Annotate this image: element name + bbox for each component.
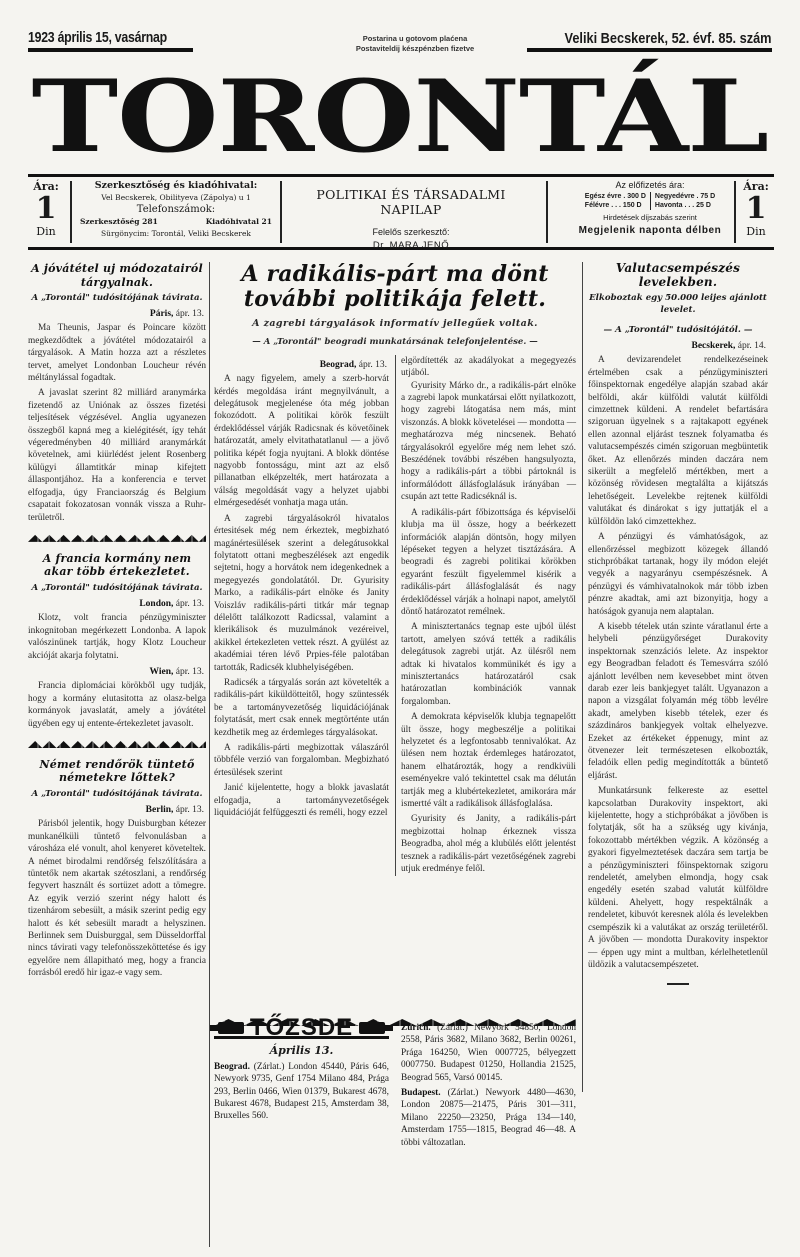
- price-value: 1: [35, 191, 57, 226]
- subheadline: Elkoboztak egy 50.000 leijes ajánlott levelet.: [589, 293, 767, 315]
- paragraph: Párisból jelentik, hogy Duisburgban kétezer munkanélküli tüntető felvonulásban a városháza elé vonult, ahol kenyeret követeltek. A német birodalmi rendőrség felszólítására a tüntetők nem akartak szétoszlani, a rendőrség fegyvert használt és sortüzet adott a tömegre. Az egyik verzió szerint négy halott és tizenhárom sebesült, a másik szerint pedig egy halott és két sebesült maradt a helyszinen. Berlinnek sem Duisburggal, sem Düsseldorffal nincs távirati vagy telefonösszeköttetése és igy egyelőre nem állapitható meg, hogy a francia forrásból eredő hir igaz-e vagy sem.: [28, 819, 206, 979]
- exchange-place: Budapest.: [401, 1088, 441, 1099]
- left-column: [28, 262, 206, 981]
- paragraph: A kisebb tételek után szinte váratlanul érte a helybeli pénzügyőrséget Durakovity inspektornak szenzációs lelete. Az inspektor egy Beogradban feladott és Temesvárra szóló ajánlott levélben nem kevesebbet mint ötven darab ezer leis bankjegyet talált. Ugyanazon a napon a vizsgálat folyamán még több levélre akadt, amelyben kisebb tételek, ezer és százdináros bankjegyek voltak elhelyezve. Ezeket az értékeket éppenugy, mint az ötvenezer leit természetesen elkobozták, feladóik ellen pedig megindították a büntető eljárást.: [588, 621, 768, 781]
- paragraph: elgördítették az akadályokat a megegyezés utjából.: [401, 355, 576, 379]
- date-rule: [28, 48, 193, 52]
- subscription-col-right: [650, 192, 719, 210]
- paragraph: A radikális-párt főbizottsága és képviselői klubja ma ül össze, hogy a beérkezett információk alapján döntsön, hogy milyen lépéseket tegyen a helyzet tisztázására. A beogradi és zagrebi politikai körökben egyaránt feszült figyelemmel kisérik a radikális-párt állásfoglalását és nagy érdeklődéssel várják a holnapi napot, amelytől döntő határozatot remélnek.: [401, 507, 576, 617]
- paragraph: Gyurisity és Janity, a radikális-párt megbizottai holnap érkeznek vissza Beogradba, ahol még a klubülés előtt jelentést tesznek a radikális-párt vezetőségének zagrebi utjuk eredménye felől.: [401, 814, 576, 875]
- exchange-entry: [401, 1087, 576, 1149]
- article-nemet: [28, 758, 206, 980]
- exchange-rates: (Zárlat.) London 45440, Páris 646, Newyork 9735, Genf 1754 Milano 484, Prága 293, Berlin 0466, Wien 01379, Bukarest 4678, Bukarest 4678, Budapest 215, Amsterdam 38, Bruxelles 560.: [214, 1061, 390, 1122]
- price-quarter: Negyedévre . 75 D: [654, 193, 716, 200]
- price-value: 1: [745, 191, 767, 226]
- office-info: [76, 177, 276, 247]
- issue-rule: [527, 48, 772, 52]
- dateline-place: Páris,: [149, 309, 174, 319]
- telegram-address: Sürgönycim: Torontál, Veliki Becskerek: [101, 229, 251, 238]
- editor-name: Dr. MARA JENŐ: [372, 240, 450, 251]
- exchange-entry: [214, 1061, 389, 1123]
- masthead-title: TORONTÁL: [31, 58, 769, 175]
- source-line: A „Torontál" tudósitójának távirata.: [31, 788, 203, 799]
- exchange-place: Zürich.: [401, 1023, 431, 1033]
- dateline-date: ápr. 13.: [175, 666, 204, 677]
- postal-line-1: Postarina u gotovom plaćena: [362, 34, 468, 43]
- exchange-place: Beograd.: [214, 1061, 250, 1072]
- subscription-info: [554, 177, 746, 247]
- headline: Német rendőrök tüntető németekre lőttek?: [39, 757, 195, 785]
- dateline: [214, 359, 387, 371]
- stock-exchange-title: [214, 1014, 389, 1041]
- end-mark: [667, 983, 689, 985]
- source-line: A „Torontál" tudósitójának távirata.: [31, 293, 203, 303]
- dateline-place: Becskerek,: [691, 341, 736, 351]
- paragraph: A devizarendelet rendelkezéseinek értelmében csak a pénzügyminiszteri főinspektornak engedélye alapján szabad akár belföldi, akár külföldi valutát külföldi cimzettnek küldeni. A rendelet befartására szigoruan ügyelnek s a rajtakapott egyének ellen azonnal eljárást tesznek folyamatba és valutacsempészés cimén szigoruan megbüntetik őket. Az ellenőrzés minden daczára nem sikerült a megfelelő mértékben, mert a közönség rövidesen megtalálta a kijátszás lehetőségeit. Levelekbe rejtenek külföldi valutákat és dinárokat s igy juttatják el a külföldön lakó cimzettekhez.: [588, 355, 768, 527]
- exchange-rates: (Zárlat.) Newyork 54850, London 2558, Páris 3682, Milano 3682, Berlin 00261, Prága 164250, Wien 0007725, bélyegzett 0007750. Budapest 01250, Hollandia 21525, Beograd 565, Varsó 00145.: [401, 1023, 576, 1083]
- price-label: Ára:: [743, 180, 769, 193]
- exchange-entry: [401, 1022, 576, 1084]
- ads-note: Hirdetések díjszabás szerint: [603, 213, 697, 222]
- headline: Valutacsempészés levelekben.: [615, 261, 741, 289]
- price-label: Ára:: [33, 180, 59, 193]
- price-currency: Din: [36, 225, 56, 238]
- price-left: [28, 177, 64, 247]
- stock-exchange-heading: TŐZSDE: [249, 1014, 354, 1041]
- dateline-place: Beograd,: [319, 359, 357, 370]
- dateline-date: ápr. 13.: [175, 309, 204, 319]
- lead-body: [214, 355, 576, 877]
- dateline: [28, 804, 204, 816]
- dateline: [28, 666, 204, 678]
- subscription-col-left: [581, 192, 650, 210]
- paper-subtitle: [286, 177, 536, 251]
- price-right: [738, 177, 774, 247]
- pointing-hand-icon: [218, 1022, 244, 1034]
- band-divider: [70, 181, 72, 243]
- dateline: [28, 598, 204, 610]
- price-yearly: Egész évre . 300 D: [584, 193, 646, 200]
- paragraph: Klotz, volt francia pénzügyminiszter inkognitoban megérkezett Londonba. A lapok valószinünek tartják, hogy Klotz Loucheur akcióját akarja folytatni.: [28, 613, 206, 661]
- dateline-date: ápr. 13.: [358, 359, 387, 370]
- paragraph: A demokrata képviselők klubja tegnapelőtt ült össze, hogy megbeszélje a politikai helyzetet és a legfontosabb tennivalókat. Az ülésen nem hoztak érdemleges határozatot, hanem elhatározták, hogy a rendkivüli eseményekre való tekintettel csak ma délután tartják meg a klubértekezletet, amikorára már ismertté vált a radikálisok állásfoglalása.: [401, 712, 576, 810]
- lead-headline: A radikális-párt ma dönt további politikája felett.: [241, 261, 549, 312]
- editor-label: Felelős szerkesztő:: [372, 227, 450, 237]
- dateline-date: ápr. 14.: [737, 341, 766, 351]
- band-divider: [734, 181, 736, 243]
- pointing-hand-icon: [359, 1022, 385, 1034]
- article-jovatetel: [28, 262, 206, 524]
- subscription-prices: [554, 192, 746, 210]
- column-rule: [582, 262, 583, 1092]
- paragraph: Radicsék a tárgyalás során azt követelték a radikális-párt kiküldötteitől, hogy szüntessék be a tartományvezetőség liquidációjának folytatását, mert csak ennek megtörténte után kezdhetik meg az érdemleges tárgyalásokat.: [214, 677, 389, 738]
- dateline: [28, 308, 204, 320]
- stock-exchange-right: [401, 1022, 576, 1149]
- dateline-place: Wien,: [149, 666, 174, 677]
- stock-exchange-date: Április 13.: [269, 1044, 334, 1058]
- ornamental-divider: [28, 738, 206, 748]
- subcolumn-rule: [395, 355, 396, 877]
- article-valuta: [588, 262, 768, 985]
- paragraph: A pénzügyi és vámhatóságok, az ellenőrzéssel megbizott közegek állandó stichpróbákat tartanak, hogy ily módon elejét vegyék a nagyarányu csempészésnek. A pénzügyi és vámhivatalnokok már több izben pénzre akadtak, ami azt bizonyitja, hogy a hatóságok gyanuja nem alaptalan.: [588, 532, 768, 617]
- top-line: [28, 30, 772, 54]
- subscription-heading: Az előfizetés ára:: [615, 180, 685, 190]
- source-line: — A „Torontál" beogradi munkatársának telefonjelentése. —: [252, 337, 538, 348]
- issue-number: Veliki Becskerek, 52. évf. 85. szám: [565, 30, 772, 47]
- paragraph: Francia diplomáciai körökből ugy tudják, hogy a kormány elutasitotta az olasz-belga kormányok javaslatát, amely a jóvátétel ügyében egy uj entente-értekezletet javasolt.: [28, 681, 206, 729]
- dateline-place: London,: [139, 598, 174, 609]
- article-radikalis: [214, 262, 576, 876]
- exchange-rates: (Zárlat.) Newyork 4480—4630, London 20875—21475, Páris 301—311, Milano 22250—23250, Prága 134—140, Amsterdam 1755—1815, Beograd 46—48. A többi változatlan.: [401, 1088, 577, 1148]
- issue-date: 1923 április 15, vasárnap: [28, 30, 167, 46]
- price-monthly: Havonta . . . 25 D: [654, 202, 711, 209]
- center-column: [214, 262, 576, 876]
- paragraph: A radikális-párti megbizottak válaszáról többféle verzió van forgalomban. Megbizható értesülések szerint: [214, 743, 389, 778]
- price-halfyear: Félévre . . . 150 D: [584, 202, 642, 209]
- dateline-date: ápr. 13.: [175, 598, 204, 609]
- headline: A francia kormány nem akar több értekezletet.: [42, 551, 192, 579]
- dateline-date: ápr. 13.: [175, 804, 204, 815]
- publication-note: Megjelenik naponta délben: [578, 225, 722, 236]
- paragraph: A zagrebi tárgyalásokról hivatalos értesitések még nem érkeztek, megbizható magánértesülések szerint a delegátusokkal folytatott ottani megbeszélések azt engedik sejtetni, hogy a horvátok nem idegenkednek a megegyezés gondolatától. Dr. Gyurisity Marko, a radikális-párt elnöke és Janity Voiszláv radikális-párti titkár már tegnap délelőtt találkozott Radicssal, valamint a klerikálisok és muzulmánok vezéreivel, akikkel értekezleten vettek részt. A gyülést az akadémiai téren lévő Prpies-féle palotában tartották, Radicsék klubhelyiségében.: [214, 513, 389, 673]
- paragraph: A nagy figyelem, amely a szerb-horvát kérdés megoldása iránt megnyilvánult, a delegátusok megjelenése óta még jobban fokozódott. A politikai körök feszült érdeklődéssel várják Radicsnak és követőinek határozatát, amely elvitathatatlanul — a jövő politika képét fogja nyujtani. A blokk döntése nagyobb fontosságu, mint azt az első pillanatban elképzelték, mert határozata a válság megoldását vagy a helyzet ujabbi elmérgesedését vonhatja maga után.: [214, 374, 389, 509]
- office-address: Vel Becskerek, Obilityeva (Zápolya) u 1: [101, 193, 251, 202]
- lead-subheadline: A zagrebi tárgyalások informatív jellegűek voltak.: [252, 318, 538, 329]
- paragraph: Munkatársunk felkereste az esettel kapcsolatban Durakovity inspektort, aki kijelentette, hogy a stichpróbákat a jövőben is folytatják, sőt ha a szükség ugy kivánja, fokozottabb mértékben végzik. A közönség a gyakori figyelmeztetések daczára sem tartja be a pénzügyminiszteri főinspektornak szigoru rendeletét, amelyben elmondja, hogy csak engedély esetén szabad valutát külföldre küldeni. Ahelyett, hogy respektálnák a rendeletet, kibuvót keresnek alóla és levelekben csempészik ki a valutákat az ország területéről. A jövőben — mondotta Durakovity inspektor — éppen ugy mint a multban, kérlelhetetlenül üldözik a valutacsempészetet.: [588, 786, 768, 970]
- band-divider: [546, 181, 548, 243]
- article-francia: [28, 552, 206, 730]
- paragraph: A javaslat szerint 82 milliárd aranymárka fizetendő az Uniónak az összes fizetési teljesítések végzésével. Anglia ugyanezen összegből kapná meg a kielégitését, így tehát végeredményben 40 milliárd aranymárkát követelnek, ami kiürlédést jelent Rosenberg külügyi államtitkár minap kifejtett állaspontjához. Ha a konferencia e tervet elfogadja, úgy Franciaország és Belgium csapatait fokozatosan vonnák vissza a Ruhr-területről.: [28, 388, 206, 523]
- paragraph: Ma Theunis, Jaspar és Poincare között megkezdődtek a jóvátétel módozatairól a tárgyalások. A Matin hozza azt a részletes tervet, amelyet Londonban Loucheur révén méltánylással fogadtak.: [28, 323, 206, 384]
- paragraph: Janić kijelentette, hogy a blokk javaslatát elfogadja, a tartományvezetőségek liquidációját felfüggeszti és reméli, hogy ezzel: [214, 783, 389, 819]
- column-rule: [209, 262, 210, 1247]
- phone-publisher: Kiadóhivatal 21: [205, 217, 272, 226]
- price-currency: Din: [746, 225, 766, 238]
- headline: A jóvátétel uj módozatairól tárgyalnak.: [31, 262, 203, 289]
- lead-subcolumn-right: [401, 355, 576, 877]
- paragraph: A minisztertanács tegnap este ujból ülést tartott, amelyen szóvá tették a radikális delegátusok zagrebi utját. Az ülésről nem adtak ki hivatalos kommünikét és igy a minisztertanács határozatáról csak határozatlan kombinációk vannak forgalomban.: [401, 622, 576, 707]
- stock-exchange-section: [214, 1014, 577, 1149]
- dateline: [588, 340, 766, 352]
- info-band: [28, 174, 774, 250]
- phone-row: [76, 216, 276, 228]
- lead-subcolumn-left: [214, 355, 389, 877]
- dateline-place: Berlin,: [145, 804, 174, 815]
- office-heading: Szerkesztőség és kiadóhivatal:: [94, 180, 258, 191]
- band-divider: [280, 181, 282, 243]
- postal-note: [325, 34, 505, 54]
- source-line: — A „Torontál" tudósitójától. —: [603, 325, 753, 335]
- subtitle-text: POLITIKAI ÉS TÁRSADALMI NAPILAP: [316, 187, 506, 217]
- masthead: [28, 58, 772, 175]
- ornamental-divider: [28, 532, 206, 542]
- phones-heading: Telefonszámok:: [136, 204, 216, 215]
- phone-editorial: Szerkesztőség 281: [80, 217, 158, 226]
- stock-exchange-left: [214, 1014, 390, 1149]
- postal-line-2: Postaviteldij készpénzben fizetve: [355, 44, 475, 53]
- paragraph: Gyurisity Márko dr., a radikális-párt elnöke a zagrebi lapok munkatársai előtt nyilatkozott, hogy zagrebi látogatása nem más, mint viszonzás. A blokk követelései — mondotta — meghatározva még nincsenek. Beható tárgyalásokról egyelőre még nem lehet szó. Beszédének további részében hangsulyozta, hogy a radikális-párt a többi pártoknál is informálódott állásfoglalásuk irányában — csupán azt tette Radicséknál is.: [401, 380, 576, 503]
- right-column: [588, 262, 768, 985]
- source-line: A „Torontál" tudósitójának távirata.: [31, 582, 203, 593]
